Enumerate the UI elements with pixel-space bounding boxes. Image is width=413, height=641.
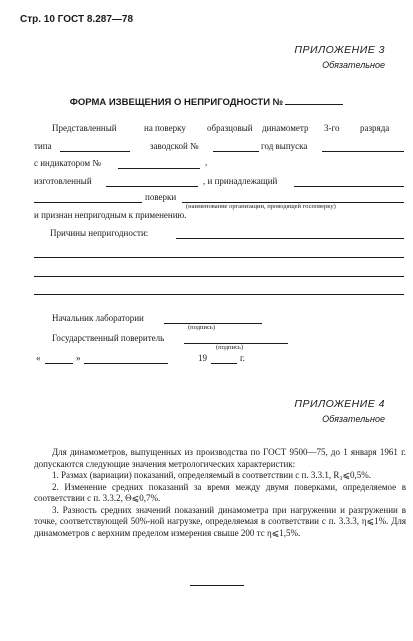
date-close-quote: » bbox=[76, 353, 81, 363]
form-line1-word5: 3-го bbox=[324, 123, 340, 133]
closing-divider bbox=[190, 585, 244, 586]
manufacturer-field[interactable] bbox=[106, 186, 198, 187]
appendix-4-status: Обязательное bbox=[322, 414, 385, 424]
appendix-4-item-3: 3. Разность средних значений показаний динамометра при нагружении и разгружении в точке, соответствующей 50%-ной нагрузке, определяемая в соответствии с п. 3.3.3, η⩽1%. Для динамометров с верхним пределом измерения свыше 200 тс η⩽1,5%. bbox=[34, 504, 406, 538]
date-month-field[interactable] bbox=[84, 363, 168, 364]
indicator-number-label: с индикатором № bbox=[34, 158, 101, 168]
signature-caption: (подпись) bbox=[188, 324, 215, 331]
form-line1-word2: на поверку bbox=[144, 123, 186, 133]
date-year-field[interactable] bbox=[211, 363, 237, 364]
indicator-number-field[interactable] bbox=[118, 168, 200, 169]
appendix-4-intro: Для динамометров, выпущенных из производства по ГОСТ 9500—75, до 1 января 1961 г. допускаются следующие значения метрологических характеристик: bbox=[34, 447, 406, 469]
form-line1-word4: динамометр bbox=[262, 123, 309, 133]
serial-number-field[interactable] bbox=[213, 151, 259, 152]
reasons-line-2[interactable] bbox=[34, 257, 404, 258]
year-of-manufacture-label: год выпуска bbox=[261, 141, 308, 151]
appendix-4-item-1: 1. Размах (вариации) показаний, определяемый в соответствии с п. 3.3.1, R₃⩽0,5%. bbox=[52, 470, 372, 480]
state-verifier-label: Государственный поверитель bbox=[52, 333, 165, 343]
appendix-4-body bbox=[34, 447, 406, 539]
appendix-4-item-2: 2. Изменение средних показаний за время между двумя поверками, определяемое в соответствии с п. 3.3.2, Θ⩽0,7%. bbox=[34, 481, 406, 503]
year-suffix: г. bbox=[240, 353, 245, 363]
notice-number-field[interactable] bbox=[285, 104, 343, 105]
reasons-label: Причины непригодности: bbox=[50, 228, 149, 238]
signature-caption-2: (подпись) bbox=[216, 344, 243, 351]
comma-mark: , bbox=[205, 157, 208, 167]
year-of-manufacture-field[interactable] bbox=[322, 151, 404, 152]
reasons-line-3[interactable] bbox=[34, 276, 404, 277]
type-field[interactable] bbox=[60, 151, 130, 152]
owner-label: , и принадлежащий bbox=[203, 176, 278, 186]
type-label: типа bbox=[34, 141, 52, 151]
appendix-3-status: Обязательное bbox=[322, 60, 385, 70]
date-open-quote: « bbox=[36, 353, 41, 363]
verification-label: поверки bbox=[145, 192, 177, 202]
form-title-text: ФОРМА ИЗВЕЩЕНИЯ О НЕПРИГОДНОСТИ № bbox=[69, 97, 284, 108]
year-prefix: 19 bbox=[198, 353, 207, 363]
organization-caption: (наименование организации, проводящей госповерку) bbox=[186, 203, 336, 210]
serial-number-label: заводской № bbox=[150, 141, 199, 151]
manufacturer-label: изготовленный bbox=[34, 176, 92, 186]
form-title bbox=[0, 97, 413, 108]
date-day-field[interactable] bbox=[45, 363, 73, 364]
page-header: Стр. 10 ГОСТ 8.287—78 bbox=[20, 14, 134, 25]
lab-head-label: Начальник лаборатории bbox=[52, 313, 144, 323]
verification-result-field[interactable] bbox=[34, 202, 142, 203]
appendix-3-title: ПРИЛОЖЕНИЕ 3 bbox=[294, 44, 385, 56]
owner-field[interactable] bbox=[294, 186, 404, 187]
form-line1-word1: Представленный bbox=[52, 123, 117, 133]
form-line1-word6: разряда bbox=[360, 123, 390, 133]
reasons-line-1[interactable] bbox=[176, 238, 404, 239]
appendix-4-title: ПРИЛОЖЕНИЕ 4 bbox=[294, 398, 385, 410]
reasons-line-4[interactable] bbox=[34, 294, 404, 295]
unfit-statement: и признан непригодным к применению. bbox=[34, 210, 187, 220]
form-line1-word3: образцовый bbox=[207, 123, 253, 133]
